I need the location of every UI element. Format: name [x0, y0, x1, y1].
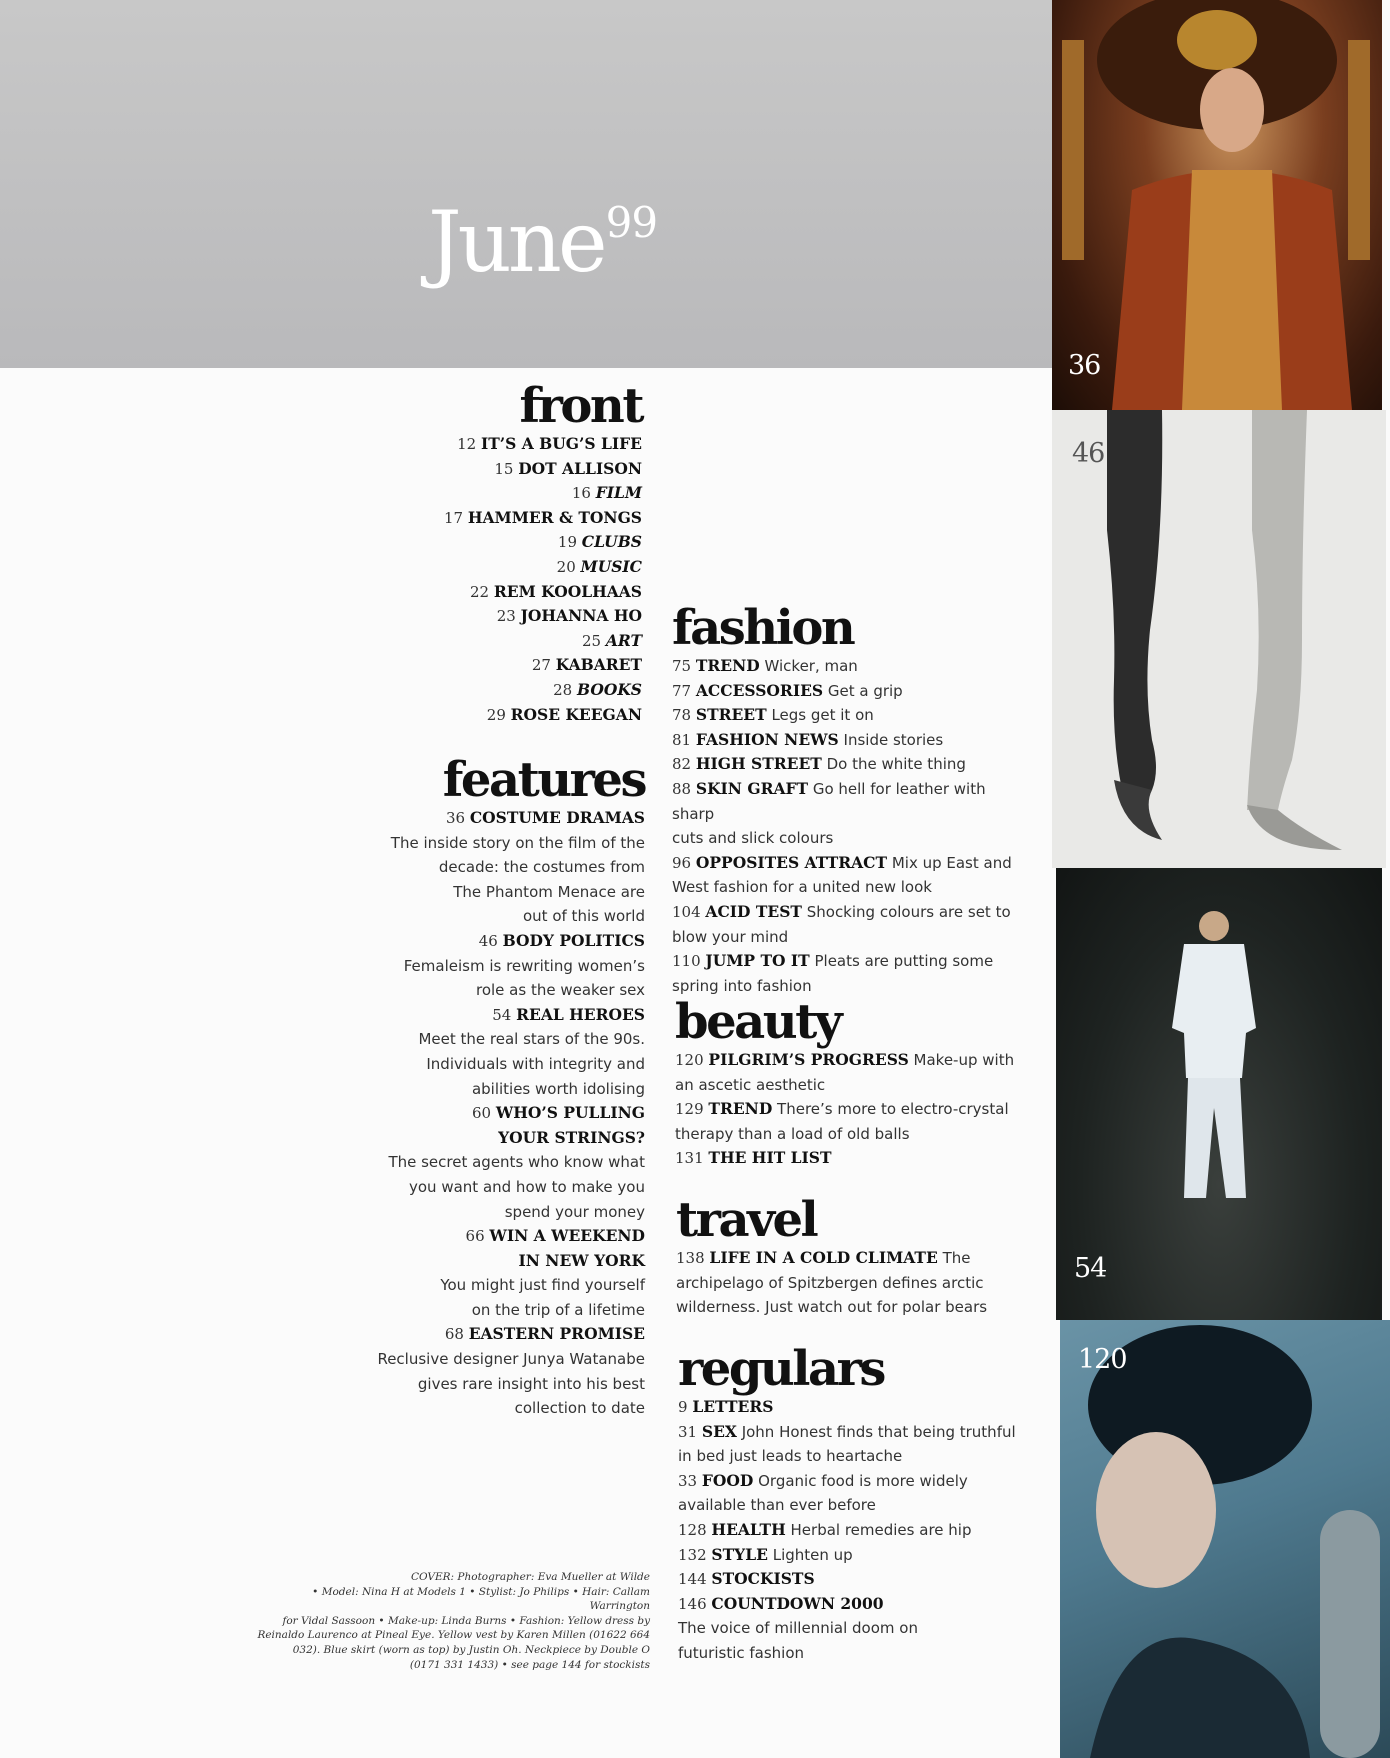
- beauty-section: [675, 994, 1035, 1171]
- entry-description: Legs get it on: [771, 706, 874, 725]
- photo-real-heroes[interactable]: [1056, 868, 1382, 1320]
- portrait-illustration: [1060, 1320, 1390, 1758]
- entry-title: MUSIC: [580, 556, 642, 576]
- features-section: [225, 752, 645, 1421]
- travel-section: [676, 1192, 1036, 1320]
- entry-title: CLUBS: [581, 532, 642, 552]
- entry-title: KABARET: [555, 655, 642, 675]
- entry-title: SKIN GRAFT: [695, 778, 809, 798]
- page-number: 15: [494, 459, 514, 478]
- page-number: 29: [486, 705, 506, 724]
- page-number: 78: [672, 706, 692, 725]
- page-number: 144: [678, 1570, 707, 1589]
- entry-title: IN NEW YORK: [518, 1250, 645, 1270]
- toc-entry[interactable]: [382, 481, 642, 506]
- page-number: 31: [678, 1422, 698, 1441]
- entry-description: Do the white thing: [826, 755, 966, 774]
- entry-title: FOOD: [701, 1470, 754, 1490]
- entry-description: Reclusive designer Junya Watanabe: [377, 1350, 645, 1369]
- toc-entry[interactable]: [225, 1003, 645, 1028]
- section-title-travel: travel: [676, 1192, 817, 1248]
- entry-title: REM KOOLHAAS: [493, 581, 642, 601]
- toc-entry[interactable]: [672, 679, 1032, 704]
- toc-entry[interactable]: [382, 629, 642, 654]
- toc-entry[interactable]: [672, 728, 1032, 753]
- photo-pilgrims-progress[interactable]: [1060, 1320, 1390, 1758]
- regulars-list: [678, 1395, 1038, 1666]
- page-number: 132: [678, 1545, 707, 1564]
- entry-description: wilderness. Just watch out for polar bears: [676, 1298, 988, 1317]
- toc-entry[interactable]: [678, 1567, 1038, 1592]
- entry-title: ROSE KEEGAN: [510, 704, 642, 724]
- page-number: 20: [556, 557, 576, 576]
- photo-page-number: 54: [1074, 1253, 1107, 1284]
- entry-description: Pleats are putting some: [814, 952, 994, 971]
- entry-title: HAMMER & TONGS: [467, 507, 642, 527]
- credit-line: 032). Blue skirt (worn as top) by Justin Oh. Neckpiece by Double O: [292, 1643, 650, 1656]
- entry-title: EASTERN PROMISE: [468, 1324, 645, 1344]
- regulars-section: [678, 1341, 1038, 1666]
- entry-title: TREND: [695, 656, 760, 675]
- credit-line: COVER: Photographer: Eva Mueller at Wilde: [410, 1571, 650, 1583]
- page-number: 75: [672, 657, 692, 675]
- entry-description: therapy than a load of old balls: [675, 1124, 910, 1143]
- entry-title: ACCESSORIES: [695, 680, 824, 700]
- entry-title: WIN A WEEKEND: [489, 1226, 645, 1246]
- toc-entry[interactable]: [225, 1101, 645, 1126]
- toc-entry[interactable]: [675, 1097, 1035, 1122]
- page-number: 12: [457, 435, 477, 453]
- photo-page-number: 36: [1068, 350, 1101, 381]
- page-number: 104: [672, 902, 701, 921]
- page-number: 22: [470, 582, 490, 601]
- entry-description: in bed just leads to heartache: [678, 1447, 903, 1466]
- entry-description: The voice of millennial doom on: [678, 1619, 918, 1638]
- page-number: 110: [672, 952, 701, 971]
- entry-description: blow your mind: [672, 927, 789, 946]
- entry-description: abilities worth idolising: [471, 1079, 645, 1098]
- travel-list: [676, 1246, 1036, 1320]
- features-list: [225, 806, 645, 1421]
- photo-page-number: 46: [1072, 438, 1105, 469]
- entry-title: DOT ALLISON: [518, 458, 642, 478]
- toc-entry[interactable]: [382, 678, 642, 703]
- entry-description: John Honest finds that being truthful: [741, 1422, 1016, 1441]
- page-number: 19: [557, 533, 578, 552]
- toc-entry[interactable]: [225, 806, 645, 831]
- toc-entry[interactable]: [678, 1420, 1038, 1445]
- entry-title: REAL HEROES: [516, 1004, 645, 1024]
- entry-description: out of this world: [523, 907, 645, 926]
- page-number: 81: [672, 730, 692, 749]
- entry-description: Organic food is more widely: [758, 1471, 968, 1490]
- entry-description: Meet the real stars of the 90s.: [418, 1030, 645, 1049]
- entry-description: Shocking colours are set to: [806, 902, 1011, 921]
- entry-title: OPPOSITES ATTRACT: [695, 852, 888, 872]
- header-band: [0, 0, 1052, 368]
- photo-page-number: 120: [1078, 1344, 1127, 1375]
- section-title-fashion: fashion: [672, 600, 854, 656]
- page-number: 16: [571, 484, 591, 503]
- front-list: [382, 432, 642, 727]
- entry-title: BOOKS: [576, 679, 642, 699]
- entry-title: ACID TEST: [705, 901, 802, 921]
- entry-description: Lighten up: [772, 1545, 853, 1564]
- issue-month: June: [428, 193, 604, 291]
- toc-entry[interactable]: [672, 654, 1032, 679]
- toc-entry[interactable]: [382, 432, 642, 457]
- entry-title: TREND: [708, 1099, 773, 1119]
- page-number: 54: [492, 1005, 512, 1024]
- page-number: 46: [478, 931, 498, 950]
- entry-description: Mix up East and: [891, 853, 1012, 872]
- toc-entry[interactable]: [225, 1224, 645, 1249]
- toc-entry[interactable]: [225, 929, 645, 954]
- page-number: 138: [676, 1249, 705, 1267]
- section-title-front: front: [519, 378, 642, 434]
- toc-entry[interactable]: [382, 703, 642, 728]
- fashion-section: [672, 600, 1032, 998]
- entry-description: role as the weaker sex: [476, 981, 645, 1000]
- toc-entry-title-cont: [225, 1126, 645, 1151]
- toc-entry[interactable]: [672, 777, 1032, 826]
- page-number: 28: [553, 680, 573, 699]
- entry-title: ART: [605, 630, 642, 650]
- page-number: 25: [581, 631, 602, 650]
- page-number: 77: [672, 681, 692, 700]
- page-number: 68: [444, 1325, 464, 1344]
- toc-entry[interactable]: [678, 1469, 1038, 1494]
- entry-description: futuristic fashion: [678, 1643, 805, 1662]
- entry-description: Get a grip: [827, 681, 903, 700]
- entry-description: decade: the costumes from: [438, 858, 645, 877]
- entry-description: Herbal remedies are hip: [790, 1520, 972, 1539]
- entry-description: The: [942, 1249, 971, 1267]
- entry-title: IT’S A BUG’S LIFE: [480, 434, 642, 453]
- page-number: 82: [672, 755, 692, 774]
- toc-entry[interactable]: [678, 1543, 1038, 1568]
- section-title-features: features: [442, 752, 645, 808]
- page-number: 60: [471, 1104, 492, 1123]
- entry-description: There’s more to electro-crystal: [777, 1100, 1009, 1119]
- credit-line: (0171 331 1433) • see page 144 for stockists: [409, 1658, 650, 1671]
- entry-title: WHO’S PULLING: [495, 1103, 645, 1123]
- legs-illustration: [1052, 410, 1386, 868]
- toc-entry[interactable]: [678, 1592, 1038, 1617]
- toc-entry[interactable]: [678, 1395, 1038, 1420]
- entry-title: SEX: [701, 1421, 737, 1441]
- page-number: 88: [672, 779, 692, 798]
- page-number: 131: [675, 1149, 704, 1168]
- entry-description: The secret agents who know what: [388, 1153, 645, 1172]
- issue-title: [428, 193, 658, 291]
- issue-year: 99: [605, 198, 658, 247]
- entry-title: FILM: [595, 483, 642, 503]
- toc-entry[interactable]: [382, 457, 642, 482]
- page-number: 33: [678, 1471, 698, 1490]
- entry-title: STREET: [695, 705, 767, 725]
- entry-title: THE HIT LIST: [708, 1148, 832, 1168]
- toc-entry[interactable]: [672, 752, 1032, 777]
- entry-description: Femaleism is rewriting women’s: [403, 956, 645, 975]
- entry-description: West fashion for a united new look: [672, 878, 932, 897]
- entry-title: YOUR STRINGS?: [498, 1127, 645, 1147]
- toc-entry-title-cont: [225, 1249, 645, 1274]
- entry-description: you want and how to make you: [409, 1177, 645, 1196]
- page-number: 120: [675, 1051, 704, 1069]
- toc-entry[interactable]: [672, 703, 1032, 728]
- entry-description: collection to date: [514, 1399, 645, 1418]
- entry-description: an ascetic aesthetic: [675, 1075, 826, 1094]
- photo-costume-drama[interactable]: [1052, 0, 1382, 410]
- toc-entry[interactable]: [382, 530, 642, 555]
- entry-description: You might just find yourself: [440, 1276, 645, 1295]
- page-number: 128: [678, 1520, 707, 1539]
- page-number: 27: [531, 656, 551, 675]
- page-number: 66: [465, 1227, 485, 1246]
- page-number: 23: [496, 607, 516, 626]
- page-number: 36: [445, 809, 466, 827]
- beauty-list: [675, 1048, 1035, 1171]
- toc-entry[interactable]: [225, 1322, 645, 1347]
- entry-description: Individuals with integrity and: [426, 1054, 645, 1073]
- page-number: 146: [678, 1594, 707, 1613]
- toc-entry[interactable]: [675, 1048, 1035, 1073]
- toc-entry[interactable]: [672, 949, 1032, 974]
- toc-entry[interactable]: [382, 604, 642, 629]
- page-number: 129: [675, 1100, 704, 1119]
- entry-description: spend your money: [504, 1202, 645, 1221]
- entry-title: BODY POLITICS: [502, 930, 645, 950]
- section-title-beauty: beauty: [675, 994, 841, 1050]
- queen-figure-illustration: [1052, 0, 1382, 410]
- toc-entry[interactable]: [672, 851, 1032, 876]
- page-number: 96: [672, 853, 692, 872]
- entry-description: spring into fashion: [672, 976, 812, 995]
- entry-description: Wicker, man: [764, 657, 858, 675]
- entry-description: available than ever before: [678, 1496, 876, 1515]
- entry-title: PILGRIM’S PROGRESS: [708, 1050, 909, 1069]
- page-number: 9: [678, 1398, 688, 1416]
- entry-description: cuts and slick colours: [672, 829, 834, 848]
- entry-description: archipelago of Spitzbergen defines arctic: [676, 1273, 984, 1292]
- entry-title: STOCKISTS: [711, 1569, 815, 1589]
- entry-title: COSTUME DRAMAS: [469, 808, 645, 827]
- page-number: 17: [444, 508, 464, 527]
- section-title-regulars: regulars: [678, 1341, 884, 1397]
- toc-entry[interactable]: [672, 900, 1032, 925]
- cover-credits: [250, 1570, 650, 1672]
- credit-line: • Model: Nina H at Models 1 • Stylist: Jo Philips • Hair: Callam Warrington: [312, 1585, 650, 1613]
- entry-description: The Phantom Menace are: [453, 882, 645, 901]
- entry-description: on the trip of a lifetime: [471, 1300, 645, 1319]
- fashion-list: [672, 654, 1032, 998]
- toc-entry[interactable]: [676, 1246, 1036, 1271]
- entry-title: STYLE: [711, 1544, 768, 1564]
- entry-title: LETTERS: [692, 1397, 774, 1416]
- entry-title: JOHANNA HO: [520, 606, 642, 626]
- entry-description: The inside story on the film of the: [390, 833, 645, 852]
- credit-line: Reinaldo Laurenco at Pineal Eye. Yellow vest by Karen Millen (01622 664: [257, 1629, 650, 1642]
- entry-description: Inside stories: [843, 730, 944, 749]
- toc-entry[interactable]: [382, 653, 642, 678]
- entry-description: Go hell for leather with sharp: [672, 779, 986, 823]
- toc-entry[interactable]: [382, 506, 642, 531]
- entry-title: COUNTDOWN 2000: [711, 1593, 884, 1613]
- toc-entry[interactable]: [678, 1518, 1038, 1543]
- entry-title: HIGH STREET: [695, 754, 822, 774]
- entry-description: Make-up with: [913, 1051, 1015, 1069]
- toc-entry[interactable]: [675, 1146, 1035, 1171]
- entry-title: LIFE IN A COLD CLIMATE: [709, 1248, 938, 1267]
- entry-title: JUMP TO IT: [705, 951, 810, 971]
- entry-title: FASHION NEWS: [695, 729, 839, 749]
- toc-entry[interactable]: [382, 555, 642, 580]
- entry-title: HEALTH: [711, 1519, 786, 1539]
- front-section: [382, 378, 642, 727]
- photo-body-politics[interactable]: [1052, 410, 1386, 868]
- toc-entry[interactable]: [382, 580, 642, 605]
- entry-description: gives rare insight into his best: [417, 1374, 645, 1393]
- credit-line: for Vidal Sassoon • Make-up: Linda Burns • Fashion: Yellow dress by: [282, 1614, 650, 1627]
